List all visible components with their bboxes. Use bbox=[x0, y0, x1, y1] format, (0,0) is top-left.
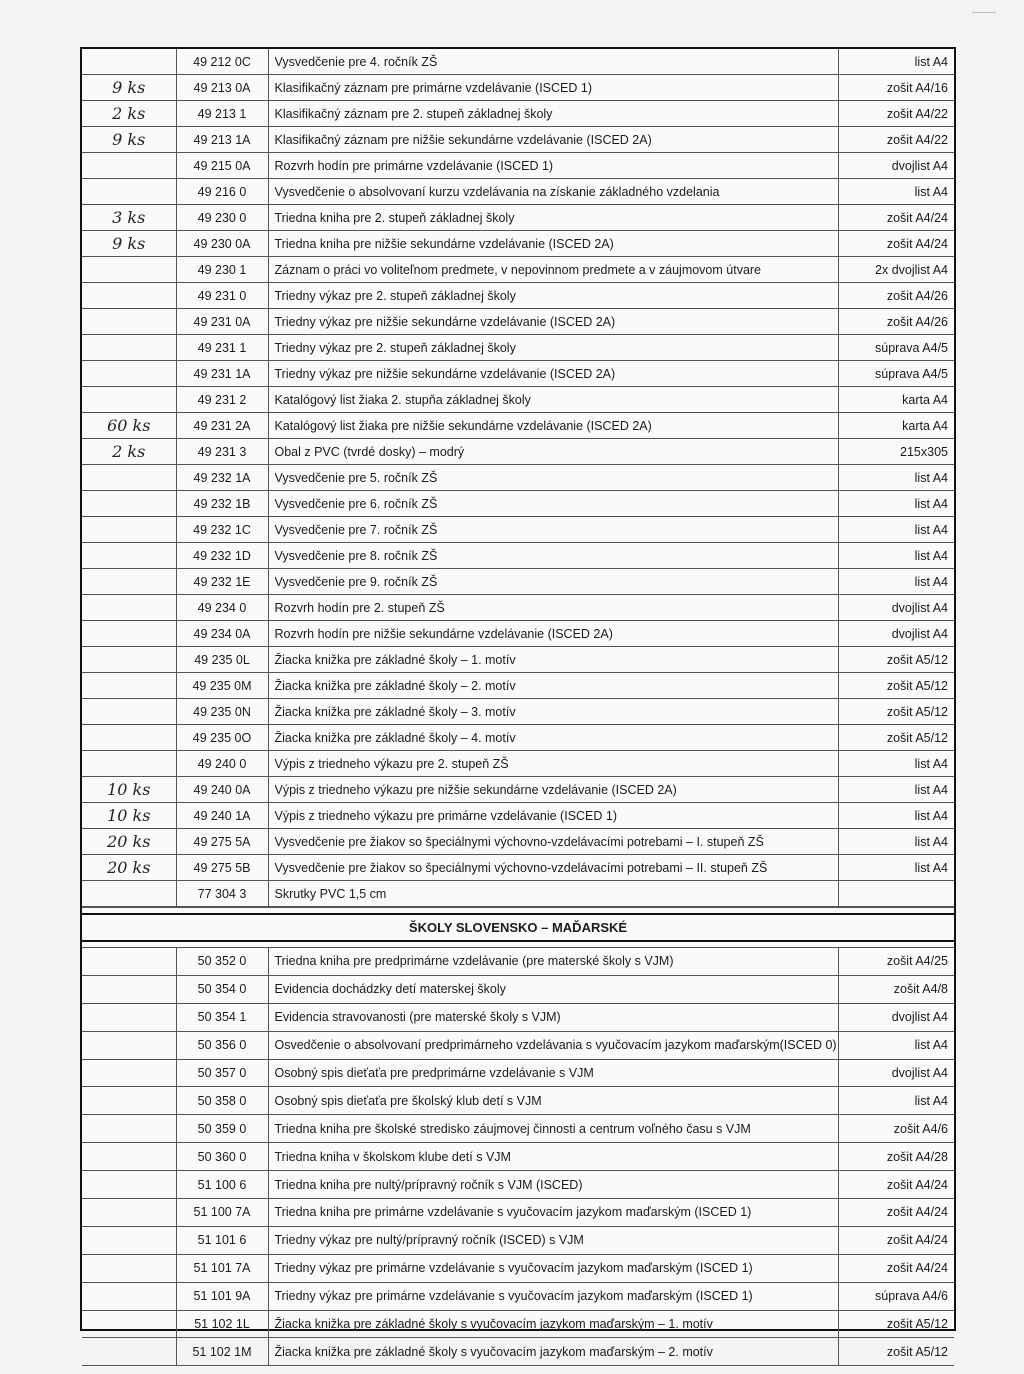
form-format: zošit A4/24 bbox=[838, 1199, 954, 1227]
table-row bbox=[82, 75, 954, 101]
table-row bbox=[82, 283, 954, 309]
handwritten-quantity: 20 ks bbox=[82, 855, 176, 881]
form-description: Klasifikačný záznam pre 2. stupeň základnej školy bbox=[268, 101, 838, 127]
form-code: 49 231 0 bbox=[176, 283, 268, 309]
handwritten-quantity: 9 ks bbox=[82, 231, 176, 257]
form-format: list A4 bbox=[838, 855, 954, 881]
form-format: zošit A4/24 bbox=[838, 1254, 954, 1282]
form-code: 51 100 6 bbox=[176, 1171, 268, 1199]
form-code: 49 230 0 bbox=[176, 205, 268, 231]
table-row bbox=[82, 855, 954, 881]
form-code: 49 232 1D bbox=[176, 543, 268, 569]
form-code: 51 101 6 bbox=[176, 1226, 268, 1254]
form-code: 49 240 1A bbox=[176, 803, 268, 829]
table-row bbox=[82, 231, 954, 257]
form-description: Rozvrh hodín pre 2. stupeň ZŠ bbox=[268, 595, 838, 621]
form-description: Triedna kniha v školskom klube detí s VJM bbox=[268, 1143, 838, 1171]
form-code: 50 357 0 bbox=[176, 1059, 268, 1087]
handwritten-quantity bbox=[82, 1226, 176, 1254]
form-description: Triedna kniha pre primárne vzdelávanie s vyučovacím jazykom maďarským (ISCED 1) bbox=[268, 1199, 838, 1227]
form-description: Žiacka knižka pre základné školy – 1. motív bbox=[268, 647, 838, 673]
form-description: Triedna kniha pre nultý/prípravný ročník s VJM (ISCED) bbox=[268, 1171, 838, 1199]
form-code: 49 234 0 bbox=[176, 595, 268, 621]
form-description: Záznam o práci vo voliteľnom predmete, v nepovinnom predmete a v záujmovom útvare bbox=[268, 257, 838, 283]
form-format: zošit A5/12 bbox=[838, 647, 954, 673]
handwritten-quantity bbox=[82, 49, 176, 75]
form-format: list A4 bbox=[838, 829, 954, 855]
form-description: Vysvedčenie pre 8. ročník ZŠ bbox=[268, 543, 838, 569]
table-row bbox=[82, 699, 954, 725]
form-format: zošit A4/22 bbox=[838, 101, 954, 127]
form-code: 50 354 0 bbox=[176, 975, 268, 1003]
form-format: zošit A5/12 bbox=[838, 699, 954, 725]
form-description: Evidencia dochádzky detí materskej školy bbox=[268, 975, 838, 1003]
handwritten-quantity bbox=[82, 647, 176, 673]
form-code: 49 213 0A bbox=[176, 75, 268, 101]
form-description: Evidencia stravovanosti (pre materské školy s VJM) bbox=[268, 1003, 838, 1031]
form-format: list A4 bbox=[838, 179, 954, 205]
form-format: list A4 bbox=[838, 803, 954, 829]
form-format: dvojlist A4 bbox=[838, 1059, 954, 1087]
section-title: ŠKOLY SLOVENSKO – MAĎARSKÉ bbox=[82, 914, 954, 941]
form-format: dvojlist A4 bbox=[838, 621, 954, 647]
form-description: Žiacka knižka pre základné školy s vyučovacím jazykom maďarským – 2. motív bbox=[268, 1338, 838, 1366]
table-row bbox=[82, 257, 954, 283]
form-description: Výpis z triedneho výkazu pre 2. stupeň ZŠ bbox=[268, 751, 838, 777]
form-description: Žiacka knižka pre základné školy – 4. motív bbox=[268, 725, 838, 751]
form-format: zošit A5/12 bbox=[838, 673, 954, 699]
form-code: 49 231 1 bbox=[176, 335, 268, 361]
form-format: list A4 bbox=[838, 751, 954, 777]
table-row bbox=[82, 975, 954, 1003]
form-format: zošit A4/25 bbox=[838, 948, 954, 976]
handwritten-quantity bbox=[82, 1199, 176, 1227]
table-row bbox=[82, 361, 954, 387]
form-code: 49 213 1 bbox=[176, 101, 268, 127]
handwritten-quantity bbox=[82, 595, 176, 621]
form-code: 49 230 1 bbox=[176, 257, 268, 283]
handwritten-quantity: 2 ks bbox=[82, 439, 176, 465]
form-code: 50 358 0 bbox=[176, 1087, 268, 1115]
form-code: 50 359 0 bbox=[176, 1115, 268, 1143]
form-code: 49 231 2 bbox=[176, 387, 268, 413]
form-code: 49 275 5A bbox=[176, 829, 268, 855]
handwritten-quantity: 9 ks bbox=[82, 75, 176, 101]
form-format: list A4 bbox=[838, 1031, 954, 1059]
table-row bbox=[82, 673, 954, 699]
form-code: 51 102 1L bbox=[176, 1310, 268, 1338]
form-description: Triedny výkaz pre nižšie sekundárne vzdelávanie (ISCED 2A) bbox=[268, 361, 838, 387]
handwritten-quantity bbox=[82, 153, 176, 179]
table-row bbox=[82, 569, 954, 595]
handwritten-quantity bbox=[82, 179, 176, 205]
form-format: zošit A4/8 bbox=[838, 975, 954, 1003]
form-code: 50 352 0 bbox=[176, 948, 268, 976]
table-row bbox=[82, 621, 954, 647]
section-header-row bbox=[82, 914, 954, 941]
table-row bbox=[82, 881, 954, 907]
handwritten-quantity bbox=[82, 881, 176, 907]
handwritten-quantity bbox=[82, 543, 176, 569]
form-code: 50 354 1 bbox=[176, 1003, 268, 1031]
form-code: 49 213 1A bbox=[176, 127, 268, 153]
form-code: 51 102 1M bbox=[176, 1338, 268, 1366]
form-code: 49 231 0A bbox=[176, 309, 268, 335]
table-row bbox=[82, 1338, 954, 1366]
form-format: zošit A4/16 bbox=[838, 75, 954, 101]
form-description: Triedny výkaz pre 2. stupeň základnej školy bbox=[268, 335, 838, 361]
handwritten-quantity bbox=[82, 948, 176, 976]
form-format: zošit A4/24 bbox=[838, 1171, 954, 1199]
table-row bbox=[82, 49, 954, 75]
form-format: list A4 bbox=[838, 465, 954, 491]
form-format: dvojlist A4 bbox=[838, 1003, 954, 1031]
table-row bbox=[82, 543, 954, 569]
form-description: Klasifikačný záznam pre nižšie sekundárne vzdelávanie (ISCED 2A) bbox=[268, 127, 838, 153]
table-row bbox=[82, 1282, 954, 1310]
table-row bbox=[82, 101, 954, 127]
table-row bbox=[82, 1310, 954, 1338]
handwritten-quantity: 9 ks bbox=[82, 127, 176, 153]
handwritten-quantity bbox=[82, 361, 176, 387]
form-format: súprava A4/5 bbox=[838, 335, 954, 361]
form-format: súprava A4/5 bbox=[838, 361, 954, 387]
table-row bbox=[82, 1087, 954, 1115]
handwritten-quantity bbox=[82, 1171, 176, 1199]
handwritten-quantity: 10 ks bbox=[82, 803, 176, 829]
form-description: Triedna kniha pre nižšie sekundárne vzdelávanie (ISCED 2A) bbox=[268, 231, 838, 257]
table-row bbox=[82, 1115, 954, 1143]
form-code: 49 235 0N bbox=[176, 699, 268, 725]
form-code: 49 231 3 bbox=[176, 439, 268, 465]
table-row bbox=[82, 205, 954, 231]
table-row bbox=[82, 387, 954, 413]
form-format: 215x305 bbox=[838, 439, 954, 465]
handwritten-quantity bbox=[82, 699, 176, 725]
form-description: Vysvedčenie pre 4. ročník ZŠ bbox=[268, 49, 838, 75]
form-format: súprava A4/6 bbox=[838, 1282, 954, 1310]
form-description: Výpis z triedneho výkazu pre nižšie sekundárne vzdelávanie (ISCED 2A) bbox=[268, 777, 838, 803]
table-row bbox=[82, 309, 954, 335]
table-row bbox=[82, 1226, 954, 1254]
table-row bbox=[82, 335, 954, 361]
handwritten-quantity bbox=[82, 465, 176, 491]
form-code: 49 231 1A bbox=[176, 361, 268, 387]
table-row bbox=[82, 1171, 954, 1199]
handwritten-quantity: 2 ks bbox=[82, 101, 176, 127]
form-format: 2x dvojlist A4 bbox=[838, 257, 954, 283]
table-row bbox=[82, 1254, 954, 1282]
table-row bbox=[82, 1003, 954, 1031]
form-description: Triedna kniha pre 2. stupeň základnej školy bbox=[268, 205, 838, 231]
form-format: list A4 bbox=[838, 491, 954, 517]
handwritten-quantity bbox=[82, 1087, 176, 1115]
form-format: list A4 bbox=[838, 49, 954, 75]
forms-table-general bbox=[82, 49, 954, 907]
form-format: zošit A4/24 bbox=[838, 205, 954, 231]
handwritten-quantity: 20 ks bbox=[82, 829, 176, 855]
form-description: Osvedčenie o absolvovaní predprimárneho vzdelávania s vyučovacím jazykom maďarským(ISCED 0) bbox=[268, 1031, 838, 1059]
handwritten-quantity: 60 ks bbox=[82, 413, 176, 439]
table-row bbox=[82, 948, 954, 976]
form-description: Katalógový list žiaka 2. stupňa základnej školy bbox=[268, 387, 838, 413]
form-code: 49 240 0A bbox=[176, 777, 268, 803]
handwritten-quantity bbox=[82, 1059, 176, 1087]
handwritten-quantity bbox=[82, 335, 176, 361]
form-format: zošit A4/28 bbox=[838, 1143, 954, 1171]
form-description: Triedny výkaz pre nižšie sekundárne vzdelávanie (ISCED 2A) bbox=[268, 309, 838, 335]
form-format: dvojlist A4 bbox=[838, 153, 954, 179]
form-description: Triedna kniha pre školské stredisko záujmovej činnosti a centrum voľného času s VJM bbox=[268, 1115, 838, 1143]
form-description: Vysvedčenie pre 6. ročník ZŠ bbox=[268, 491, 838, 517]
form-code: 49 232 1A bbox=[176, 465, 268, 491]
form-description: Osobný spis dieťaťa pre predprimárne vzdelávanie s VJM bbox=[268, 1059, 838, 1087]
form-code: 51 101 7A bbox=[176, 1254, 268, 1282]
form-code: 49 231 2A bbox=[176, 413, 268, 439]
form-format: dvojlist A4 bbox=[838, 595, 954, 621]
form-description: Katalógový list žiaka pre nižšie sekundárne vzdelávanie (ISCED 2A) bbox=[268, 413, 838, 439]
table-row bbox=[82, 1059, 954, 1087]
table-row bbox=[82, 1031, 954, 1059]
handwritten-quantity bbox=[82, 975, 176, 1003]
form-format: karta A4 bbox=[838, 413, 954, 439]
form-format: list A4 bbox=[838, 543, 954, 569]
form-format: zošit A5/12 bbox=[838, 1310, 954, 1338]
form-code: 49 232 1C bbox=[176, 517, 268, 543]
form-code: 49 216 0 bbox=[176, 179, 268, 205]
form-format: zošit A5/12 bbox=[838, 1338, 954, 1366]
handwritten-quantity bbox=[82, 283, 176, 309]
table-row bbox=[82, 1199, 954, 1227]
table-row bbox=[82, 179, 954, 205]
form-description: Žiacka knižka pre základné školy – 3. motív bbox=[268, 699, 838, 725]
handwritten-quantity bbox=[82, 1031, 176, 1059]
handwritten-quantity bbox=[82, 673, 176, 699]
form-description: Osobný spis dieťaťa pre školský klub detí s VJM bbox=[268, 1087, 838, 1115]
handwritten-quantity bbox=[82, 387, 176, 413]
form-description: Triedny výkaz pre nultý/prípravný ročník (ISCED) s VJM bbox=[268, 1226, 838, 1254]
form-code: 49 215 0A bbox=[176, 153, 268, 179]
handwritten-quantity bbox=[82, 1115, 176, 1143]
table-row bbox=[82, 127, 954, 153]
form-format: list A4 bbox=[838, 777, 954, 803]
handwritten-quantity bbox=[82, 491, 176, 517]
handwritten-quantity bbox=[82, 309, 176, 335]
table-row bbox=[82, 829, 954, 855]
form-description: Skrutky PVC 1,5 cm bbox=[268, 881, 838, 907]
form-code: 51 100 7A bbox=[176, 1199, 268, 1227]
handwritten-quantity bbox=[82, 517, 176, 543]
form-format: list A4 bbox=[838, 517, 954, 543]
form-code: 49 235 0M bbox=[176, 673, 268, 699]
order-form-page bbox=[80, 47, 956, 1359]
table-row bbox=[82, 465, 954, 491]
form-description: Vysvedčenie pre 7. ročník ZŠ bbox=[268, 517, 838, 543]
form-format: list A4 bbox=[838, 1087, 954, 1115]
forms-table-hungarian bbox=[82, 907, 954, 1366]
handwritten-quantity bbox=[82, 257, 176, 283]
form-description: Vysvedčenie pre žiakov so špeciálnymi výchovno-vzdelávacími potrebami – II. stupeň ZŠ bbox=[268, 855, 838, 881]
handwritten-quantity bbox=[82, 751, 176, 777]
handwritten-quantity bbox=[82, 1310, 176, 1338]
form-description: Vysvedčenie pre 9. ročník ZŠ bbox=[268, 569, 838, 595]
form-description: Triedny výkaz pre primárne vzdelávanie s vyučovacím jazykom maďarským (ISCED 1) bbox=[268, 1254, 838, 1282]
table-row bbox=[82, 1143, 954, 1171]
table-row bbox=[82, 647, 954, 673]
form-format: zošit A5/12 bbox=[838, 725, 954, 751]
form-code: 49 235 0O bbox=[176, 725, 268, 751]
table-row bbox=[82, 413, 954, 439]
form-code: 50 360 0 bbox=[176, 1143, 268, 1171]
form-code: 49 275 5B bbox=[176, 855, 268, 881]
form-code: 50 356 0 bbox=[176, 1031, 268, 1059]
form-code: 49 234 0A bbox=[176, 621, 268, 647]
form-code: 51 101 9A bbox=[176, 1282, 268, 1310]
form-format: zošit A4/24 bbox=[838, 1226, 954, 1254]
handwritten-quantity bbox=[82, 1254, 176, 1282]
handwritten-quantity: 10 ks bbox=[82, 777, 176, 803]
form-code: 49 212 0C bbox=[176, 49, 268, 75]
table-row bbox=[82, 517, 954, 543]
form-format: zošit A4/22 bbox=[838, 127, 954, 153]
table-row bbox=[82, 153, 954, 179]
table-row bbox=[82, 595, 954, 621]
form-description: Triedny výkaz pre primárne vzdelávanie s vyučovacím jazykom maďarským (ISCED 1) bbox=[268, 1282, 838, 1310]
form-description: Vysvedčenie pre 5. ročník ZŠ bbox=[268, 465, 838, 491]
table-row bbox=[82, 491, 954, 517]
form-format bbox=[838, 881, 954, 907]
form-code: 49 230 0A bbox=[176, 231, 268, 257]
form-description: Obal z PVC (tvrdé dosky) – modrý bbox=[268, 439, 838, 465]
handwritten-quantity bbox=[82, 569, 176, 595]
form-description: Výpis z triedneho výkazu pre primárne vzdelávanie (ISCED 1) bbox=[268, 803, 838, 829]
table-row bbox=[82, 751, 954, 777]
form-description: Triedna kniha pre predprimárne vzdelávanie (pre materské školy s VJM) bbox=[268, 948, 838, 976]
handwritten-quantity bbox=[82, 1003, 176, 1031]
form-code: 49 240 0 bbox=[176, 751, 268, 777]
table-row bbox=[82, 777, 954, 803]
handwritten-quantity: 3 ks bbox=[82, 205, 176, 231]
form-format: list A4 bbox=[838, 569, 954, 595]
form-code: 77 304 3 bbox=[176, 881, 268, 907]
handwritten-quantity bbox=[82, 1338, 176, 1366]
form-description: Rozvrh hodín pre nižšie sekundárne vzdelávanie (ISCED 2A) bbox=[268, 621, 838, 647]
form-description: Vysvedčenie pre žiakov so špeciálnymi výchovno-vzdelávacími potrebami – I. stupeň ZŠ bbox=[268, 829, 838, 855]
form-format: zošit A4/26 bbox=[838, 283, 954, 309]
form-code: 49 235 0L bbox=[176, 647, 268, 673]
handwritten-quantity bbox=[82, 725, 176, 751]
form-format: zošit A4/6 bbox=[838, 1115, 954, 1143]
handwritten-quantity bbox=[82, 621, 176, 647]
form-description: Žiacka knižka pre základné školy s vyučovacím jazykom maďarským – 1. motív bbox=[268, 1310, 838, 1338]
scan-mark bbox=[972, 12, 996, 13]
form-code: 49 232 1B bbox=[176, 491, 268, 517]
form-format: zošit A4/24 bbox=[838, 231, 954, 257]
table-row bbox=[82, 439, 954, 465]
table-row bbox=[82, 803, 954, 829]
form-description: Triedny výkaz pre 2. stupeň základnej školy bbox=[268, 283, 838, 309]
form-description: Klasifikačný záznam pre primárne vzdelávanie (ISCED 1) bbox=[268, 75, 838, 101]
table-row bbox=[82, 725, 954, 751]
form-description: Vysvedčenie o absolvovaní kurzu vzdelávania na získanie základného vzdelania bbox=[268, 179, 838, 205]
form-description: Rozvrh hodín pre primárne vzdelávanie (ISCED 1) bbox=[268, 153, 838, 179]
form-code: 49 232 1E bbox=[176, 569, 268, 595]
handwritten-quantity bbox=[82, 1143, 176, 1171]
form-format: karta A4 bbox=[838, 387, 954, 413]
handwritten-quantity bbox=[82, 1282, 176, 1310]
form-format: zošit A4/26 bbox=[838, 309, 954, 335]
form-description: Žiacka knižka pre základné školy – 2. motív bbox=[268, 673, 838, 699]
